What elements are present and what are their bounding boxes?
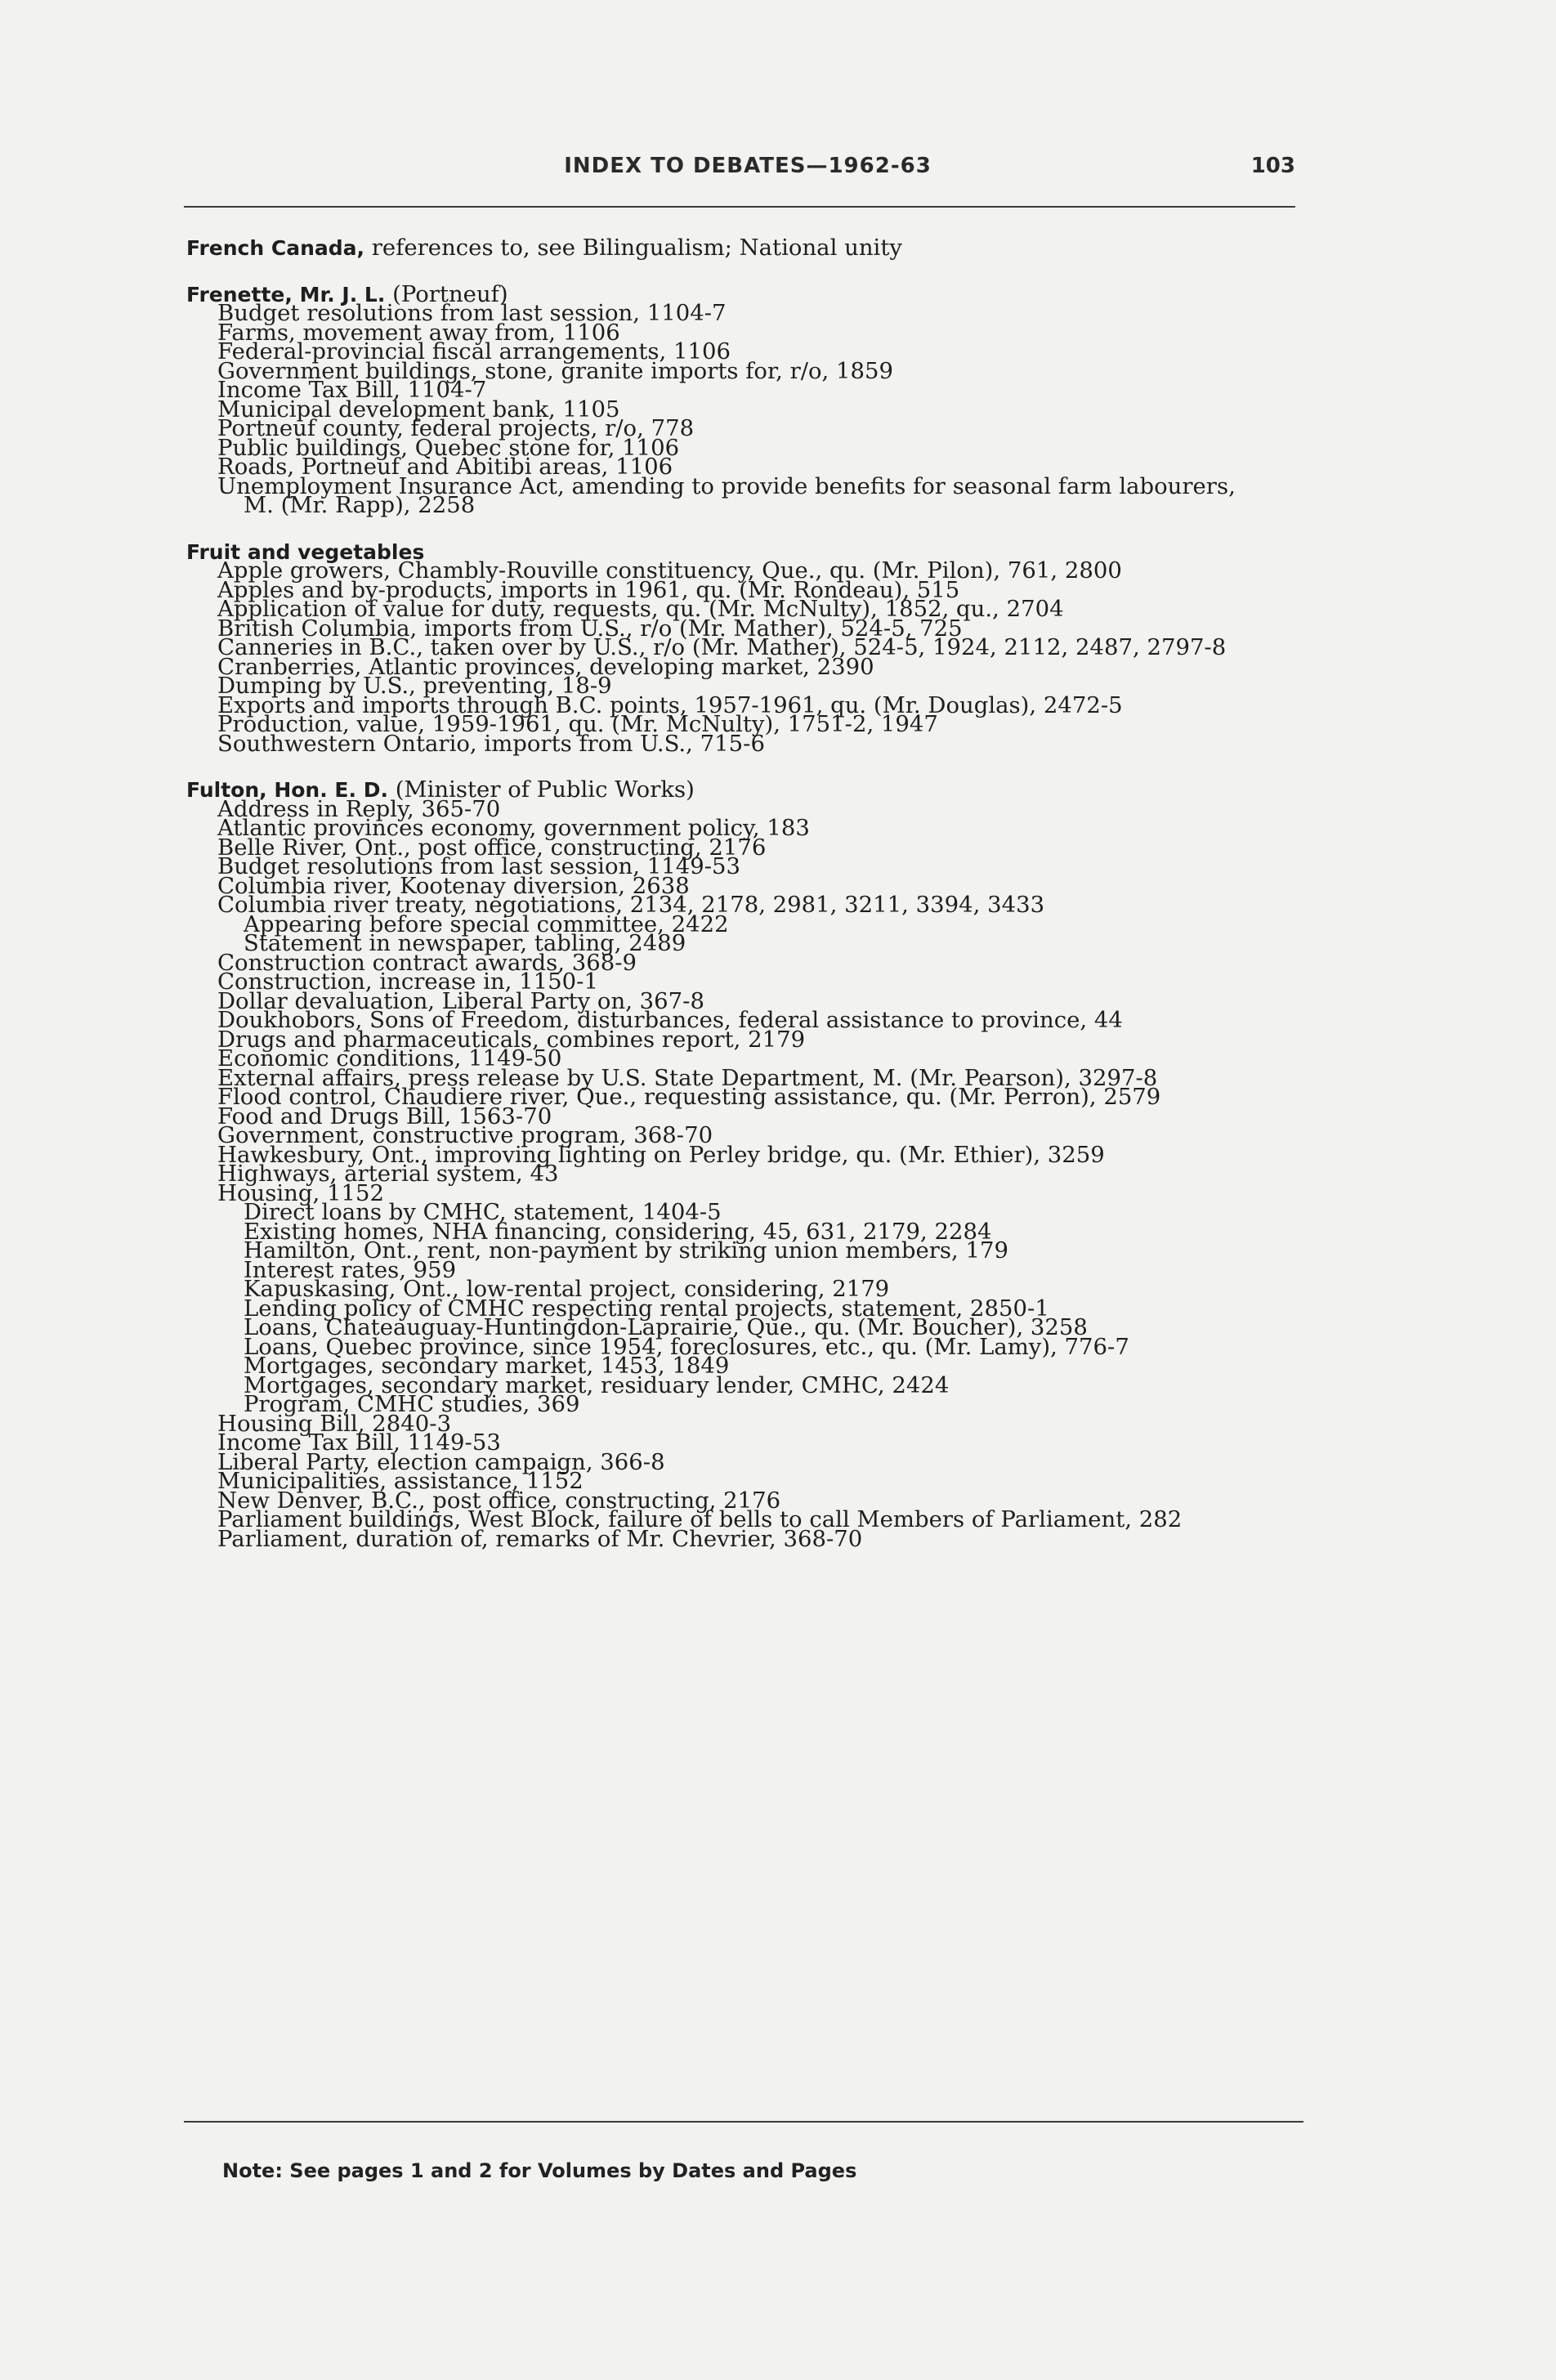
index-subsubentry: Lending policy of CMHC respecting rental projects, statement, 2850-1 [244, 1295, 1049, 1322]
index-subsubentry: Mortgages, secondary market, 1453, 1849 [244, 1353, 730, 1379]
index-subsubentry: Program, CMHC studies, 369 [244, 1391, 580, 1417]
index-subentry: British Columbia, imports from U.S., r/o (Mr. Mather), 524-5, 725 [217, 615, 963, 642]
entry-heading-name: French Canada, [186, 236, 365, 260]
index-subentry: Exports and imports through B.C. points, 1957-1961, qu. (Mr. Douglas), 2472-5 [217, 691, 1123, 718]
index-subentry: Construction contract awards, 368-9 [217, 949, 637, 976]
index-subentry: Municipal development bank, 1105 [217, 396, 620, 423]
footer-note: Note: See pages 1 and 2 for Volumes by Dates and Pages [222, 2159, 857, 2182]
index-subsubentry: Direct loans by CMHC, statement, 1404-5 [244, 1199, 722, 1225]
index-subsubentry: Hamilton, Ont., rent, non-payment by striking union members, 179 [244, 1237, 1008, 1264]
index-subsubentry: Interest rates, 959 [244, 1256, 457, 1283]
running-title: INDEX TO DEBATES—1962-63 [564, 154, 932, 178]
entry-heading [186, 235, 1330, 261]
index-subentry: Economic conditions, 1149-50 [217, 1045, 562, 1071]
index-subentry: Housing, 1152 [217, 1179, 384, 1206]
entry-heading-name: Frenette, Mr. J. L. [186, 282, 386, 306]
page-header [184, 154, 1295, 190]
index-subentry: Portneuf county, federal projects, r/o, 778 [217, 415, 695, 441]
index-subentry: Income Tax Bill, 1149-53 [217, 1429, 501, 1456]
index-subsubentry: Loans, Chateauguay-Huntingdon-Laprairie, Que., qu. (Mr. Boucher), 3258 [244, 1314, 1088, 1340]
index-subentry: Budget resolutions from last session, 1104-7 [217, 300, 727, 326]
index-subentry: Production, value, 1959-1961, qu. (Mr. McNulty), 1751-2, 1947 [217, 711, 938, 737]
entry-heading-name: Fruit and vegetables [186, 539, 425, 564]
index-subentry: Drugs and pharmaceuticals, combines report, 2179 [217, 1026, 806, 1053]
index-entry [186, 280, 1330, 518]
index-subentry: Farms, movement away from, 1106 [217, 319, 620, 346]
index-subentry: Unemployment Insurance Act, amending to provide benefits for seasonal farm labourers, [217, 472, 1236, 499]
index-subentry: Highways, arterial system, 43 [217, 1161, 559, 1187]
index-subsubentry: Statement in newspaper, tabling, 2489 [244, 930, 686, 956]
index-subentry: Income Tax Bill, 1104-7 [217, 377, 487, 403]
index-subentry: Parliament, duration of, remarks of Mr. Chevrier, 368-70 [217, 1525, 863, 1552]
entry-heading-name: Fulton, Hon. E. D. [186, 778, 388, 802]
index-entry [186, 235, 1330, 261]
index-subsubentry: Mortgages, secondary market, residuary lender, CMHC, 2424 [244, 1371, 950, 1398]
index-subentry: Dollar devaluation, Liberal Party on, 367-8 [217, 987, 704, 1014]
header-rule [184, 206, 1295, 208]
footer-rule [184, 2121, 1303, 2123]
index-subentry: Housing Bill, 2840-3 [217, 1410, 452, 1437]
page-number: 103 [1250, 154, 1295, 178]
index-subentry: Doukhobors, Sons of Freedom, disturbances, federal assistance to province, 44 [217, 1007, 1123, 1033]
index-subentry: Apples and by-products, imports in 1961, qu. (Mr. Rondeau), 515 [217, 576, 960, 603]
entry-spacer [186, 754, 1330, 781]
index-subentry: Public buildings, Quebec stone for, 1106 [217, 434, 680, 461]
index-subentry: Budget resolutions from last session, 1149-53 [217, 853, 740, 879]
index-subentry: Columbia river treaty, negotiations, 2134, 2178, 2981, 3211, 3394, 3433 [217, 892, 1045, 918]
index-subentry: Parliament buildings, West Block, failure of bells to call Members of Parliament, 282 [217, 1506, 1183, 1532]
entry-spacer [186, 258, 1330, 285]
index-subsubentry: Existing homes, NHA financing, considering, 45, 631, 2179, 2284 [244, 1218, 992, 1245]
index-subentry: Cranberries, Atlantic provinces, developing market, 2390 [217, 653, 874, 680]
index-subentry: Liberal Party, election campaign, 366-8 [217, 1448, 665, 1475]
index-subentry: Government, constructive program, 368-70 [217, 1122, 713, 1148]
index-subentry: Dumping by U.S., preventing, 18-9 [217, 673, 612, 699]
index-subentry: Construction, increase in, 1150-1 [217, 969, 598, 995]
index-subentry: Municipalities, assistance, 1152 [217, 1468, 584, 1494]
index-subentry: Atlantic provinces economy, government policy, 183 [217, 815, 810, 841]
index-entry [186, 776, 1330, 1552]
index-subentry: Southwestern Ontario, imports from U.S., 715-6 [217, 730, 765, 757]
index-subentry: Roads, Portneuf and Abitibi areas, 1106 [217, 454, 673, 480]
entry-heading-rest: references to, see Bilingualism; National unity [364, 235, 902, 261]
index-subentry: External affairs, press release by U.S. State Department, M. (Mr. Pearson), 3297-8 [217, 1064, 1158, 1091]
entry-heading-rest: (Minister of Public Works) [387, 776, 695, 803]
index-subentry: Address in Reply, 365-70 [217, 795, 501, 822]
index-subsubentry: Loans, Quebec province, since 1954, foreclosures, etc., qu. (Mr. Lamy), 776-7 [244, 1333, 1129, 1360]
entry-spacer [186, 516, 1330, 543]
index-subsubentry: Kapuskasing, Ont., low-rental project, considering, 2179 [244, 1276, 890, 1302]
entry-heading-rest: (Portneuf) [385, 280, 508, 307]
index-subentry: Flood control, Chaudiere river, Que., requesting assistance, qu. (Mr. Perron), 2579 [217, 1084, 1161, 1110]
index-subentry: Federal-provincial fiscal arrangements, 1106 [217, 338, 731, 365]
index-subsubentry: Appearing before special committee, 2422 [244, 910, 729, 937]
index-subentry: Food and Drugs Bill, 1563-70 [217, 1103, 552, 1130]
index-subsubentry: M. (Mr. Rapp), 2258 [244, 492, 476, 518]
index-subentry: New Denver, B.C., post office, constructing, 2176 [217, 1487, 781, 1514]
index-subentry: Canneries in B.C., taken over by U.S., r/o (Mr. Mather), 524-5, 1924, 2112, 2487, 2797-8 [217, 634, 1227, 660]
index-subentry: Hawkesbury, Ont., improving lighting on Perley bridge, qu. (Mr. Ethier), 3259 [217, 1141, 1105, 1168]
index-subentry: Application of value for duty, requests, qu. (Mr. McNulty), 1852, qu., 2704 [217, 596, 1064, 622]
index-subentry: Columbia river, Kootenay diversion, 2638 [217, 872, 690, 899]
index-body [186, 235, 1330, 1552]
index-subentry: Government buildings, stone, granite imports for, r/o, 1859 [217, 357, 894, 384]
index-subentry: Belle River, Ont., post office, constructing, 2176 [217, 834, 767, 861]
index-subentry: Apple growers, Chambly-Rouville constituency, Que., qu. (Mr. Pilon), 761, 2800 [217, 557, 1122, 584]
index-entry [186, 539, 1330, 757]
